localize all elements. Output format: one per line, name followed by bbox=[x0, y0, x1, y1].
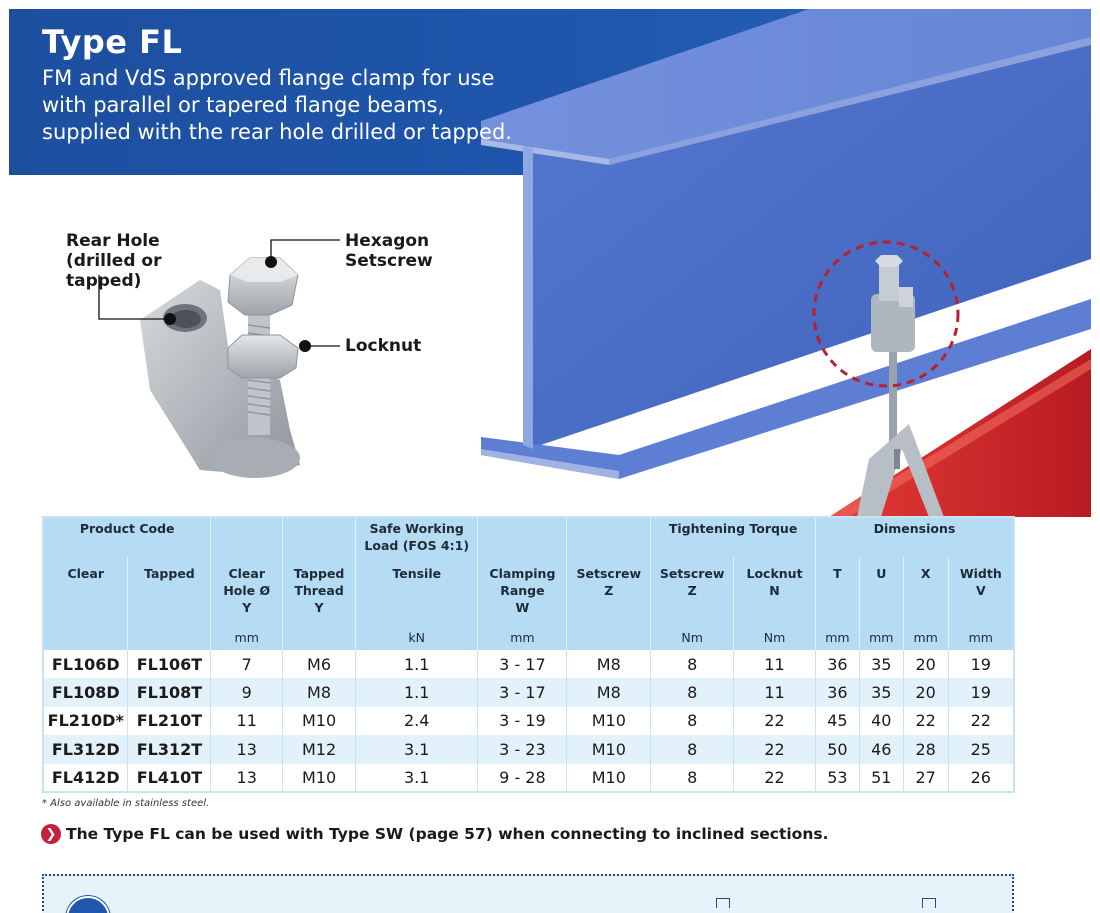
table-cell: 7 bbox=[211, 650, 283, 678]
table-cell: M8 bbox=[567, 650, 651, 678]
unit-dim-u: mm bbox=[859, 629, 903, 650]
table-cell: 22 bbox=[734, 735, 816, 763]
col-dim-width-l2: V bbox=[975, 583, 986, 598]
table-cell: 35 bbox=[859, 650, 903, 678]
table-cell: M12 bbox=[283, 735, 356, 763]
callout-rear-hole bbox=[66, 231, 236, 291]
unit-tensile: kN bbox=[355, 629, 478, 650]
product-code-cell: FL410T bbox=[128, 764, 211, 792]
group-dimensions: Dimensions bbox=[815, 517, 1014, 557]
table-cell: 19 bbox=[948, 650, 1014, 678]
unit-empty bbox=[43, 629, 128, 650]
table-group-header-row bbox=[43, 517, 1014, 557]
table-row bbox=[43, 735, 1014, 763]
col-tapped-thread-l3: Y bbox=[314, 600, 324, 615]
col-clamping-range bbox=[478, 557, 567, 629]
table-cell: 3 - 17 bbox=[478, 650, 567, 678]
table-unit-row bbox=[43, 629, 1014, 650]
brand-logo-icon bbox=[66, 896, 110, 913]
group-empty bbox=[283, 517, 356, 557]
table-cell: M8 bbox=[283, 678, 356, 706]
col-dim-width-l1: Width bbox=[959, 566, 1002, 581]
unit-dim-width: mm bbox=[948, 629, 1014, 650]
table-row bbox=[43, 678, 1014, 706]
info-box bbox=[42, 874, 1014, 913]
table-cell: 22 bbox=[734, 764, 816, 792]
table-cell: M6 bbox=[283, 650, 356, 678]
footnote: * Also available in stainless steel. bbox=[42, 798, 210, 809]
group-product-code: Product Code bbox=[43, 517, 211, 557]
callout-rear-hole-line1: Rear Hole bbox=[66, 231, 160, 251]
col-dim-width bbox=[948, 557, 1014, 629]
group-empty bbox=[478, 517, 567, 557]
product-code-cell: FL106D bbox=[43, 650, 128, 678]
table-body bbox=[43, 650, 1014, 792]
table-cell: 9 - 28 bbox=[478, 764, 567, 792]
table-cell: 11 bbox=[734, 650, 816, 678]
specification-table bbox=[42, 516, 1015, 793]
unit-dim-x: mm bbox=[903, 629, 948, 650]
document-icon bbox=[922, 898, 936, 908]
table-cell: 8 bbox=[651, 678, 734, 706]
table-cell: 13 bbox=[211, 735, 283, 763]
table-cell: 13 bbox=[211, 764, 283, 792]
usage-note-text: The Type FL can be used with Type SW (page 57) when connecting to inclined sections. bbox=[66, 825, 829, 843]
table-cell: 1.1 bbox=[355, 650, 478, 678]
product-code-cell: FL108T bbox=[128, 678, 211, 706]
group-empty bbox=[567, 517, 651, 557]
table-cell: 27 bbox=[903, 764, 948, 792]
col-dim-t: T bbox=[815, 557, 859, 629]
unit-clear-hole: mm bbox=[211, 629, 283, 650]
table-cell: 20 bbox=[903, 678, 948, 706]
product-code-cell: FL210T bbox=[128, 707, 211, 735]
table-cell: 25 bbox=[948, 735, 1014, 763]
unit-dim-t: mm bbox=[815, 629, 859, 650]
table-cell: 28 bbox=[903, 735, 948, 763]
table-row bbox=[43, 707, 1014, 735]
table-cell: 40 bbox=[859, 707, 903, 735]
table-cell: 3.1 bbox=[355, 764, 478, 792]
table-cell: 26 bbox=[948, 764, 1014, 792]
col-torque-setscrew-l2: Z bbox=[687, 583, 697, 598]
col-tapped-thread-l2: Thread bbox=[294, 583, 344, 598]
table-cell: M10 bbox=[567, 764, 651, 792]
table-row bbox=[43, 764, 1014, 792]
callout-rear-hole-line2: (drilled or tapped) bbox=[66, 251, 162, 291]
group-safe-working-load: Safe Working Load (FOS 4:1) bbox=[355, 517, 478, 557]
col-tapped-thread bbox=[283, 557, 356, 629]
table-cell: 19 bbox=[948, 678, 1014, 706]
callout-hexagon-setscrew bbox=[345, 231, 465, 271]
page-description: FM and VdS approved flange clamp for use with parallel or tapered flange beams, supplied with the rear hole drilled or tapped. bbox=[42, 66, 512, 144]
product-code-cell: FL412D bbox=[43, 764, 128, 792]
table-cell: 3 - 19 bbox=[478, 707, 567, 735]
table-cell: M8 bbox=[567, 678, 651, 706]
table-cell: 22 bbox=[734, 707, 816, 735]
unit-empty bbox=[128, 629, 211, 650]
product-code-cell: FL312D bbox=[43, 735, 128, 763]
table-cell: 36 bbox=[815, 678, 859, 706]
product-code-cell: FL108D bbox=[43, 678, 128, 706]
col-dim-x: X bbox=[903, 557, 948, 629]
col-clear-hole-l1: Clear bbox=[228, 566, 265, 581]
table-cell: 51 bbox=[859, 764, 903, 792]
table-cell: 3 - 17 bbox=[478, 678, 567, 706]
unit-torque-setscrew: Nm bbox=[651, 629, 734, 650]
page-title: Type FL bbox=[42, 23, 183, 61]
col-dim-u: U bbox=[859, 557, 903, 629]
product-code-cell: FL312T bbox=[128, 735, 211, 763]
table-cell: 9 bbox=[211, 678, 283, 706]
col-tensile: Tensile bbox=[355, 557, 478, 629]
table-cell: 20 bbox=[903, 650, 948, 678]
table-cell: 36 bbox=[815, 650, 859, 678]
col-tapped-thread-l1: Tapped bbox=[293, 566, 345, 581]
col-setscrew-l2: Z bbox=[604, 583, 614, 598]
col-clear-hole-l3: Y bbox=[242, 600, 252, 615]
callout-hexagon-line2: Setscrew bbox=[345, 251, 433, 271]
col-torque-locknut-l1: Locknut bbox=[746, 566, 803, 581]
table-cell: 3.1 bbox=[355, 735, 478, 763]
unit-clamping-range: mm bbox=[478, 629, 567, 650]
table-cell: 1.1 bbox=[355, 678, 478, 706]
table-cell: 45 bbox=[815, 707, 859, 735]
table-cell: 8 bbox=[651, 735, 734, 763]
table-cell: 2.4 bbox=[355, 707, 478, 735]
product-code-cell: FL106T bbox=[128, 650, 211, 678]
table-cell: 22 bbox=[948, 707, 1014, 735]
table-cell: 11 bbox=[211, 707, 283, 735]
group-tightening-torque: Tightening Torque bbox=[651, 517, 816, 557]
table-cell: M10 bbox=[283, 764, 356, 792]
table-cell: 50 bbox=[815, 735, 859, 763]
table-cell: 8 bbox=[651, 707, 734, 735]
unit-empty bbox=[283, 629, 356, 650]
table-row bbox=[43, 650, 1014, 678]
table-cell: 53 bbox=[815, 764, 859, 792]
group-empty bbox=[211, 517, 283, 557]
chevron-right-icon: ❯ bbox=[41, 824, 61, 844]
table-cell: 8 bbox=[651, 764, 734, 792]
col-clamping-range-l2: Range bbox=[500, 583, 545, 598]
table-cell: 46 bbox=[859, 735, 903, 763]
col-torque-setscrew bbox=[651, 557, 734, 629]
usage-note bbox=[41, 824, 828, 844]
col-setscrew-l1: Setscrew bbox=[576, 566, 642, 581]
col-clamping-range-l1: Clamping bbox=[489, 566, 556, 581]
product-code-cell: FL210D* bbox=[43, 707, 128, 735]
col-clear-hole bbox=[211, 557, 283, 629]
unit-empty bbox=[567, 629, 651, 650]
col-clear: Clear bbox=[43, 557, 128, 629]
document-icon bbox=[716, 898, 730, 908]
table-cell: 22 bbox=[903, 707, 948, 735]
table-cell: 3 - 23 bbox=[478, 735, 567, 763]
table-cell: M10 bbox=[567, 707, 651, 735]
table-cell: M10 bbox=[567, 735, 651, 763]
callout-hexagon-line1: Hexagon bbox=[345, 231, 430, 251]
table-column-header-row bbox=[43, 557, 1014, 629]
callout-locknut: Locknut bbox=[345, 336, 422, 356]
col-tapped: Tapped bbox=[128, 557, 211, 629]
col-torque-locknut-l2: N bbox=[769, 583, 780, 598]
unit-torque-locknut: Nm bbox=[734, 629, 816, 650]
col-torque-setscrew-l1: Setscrew bbox=[659, 566, 725, 581]
col-clamping-range-l3: W bbox=[515, 600, 530, 615]
col-torque-locknut bbox=[734, 557, 816, 629]
col-setscrew bbox=[567, 557, 651, 629]
col-clear-hole-l2: Hole Ø bbox=[223, 583, 271, 598]
table-cell: 35 bbox=[859, 678, 903, 706]
table-cell: 11 bbox=[734, 678, 816, 706]
table-cell: M10 bbox=[283, 707, 356, 735]
table-cell: 8 bbox=[651, 650, 734, 678]
